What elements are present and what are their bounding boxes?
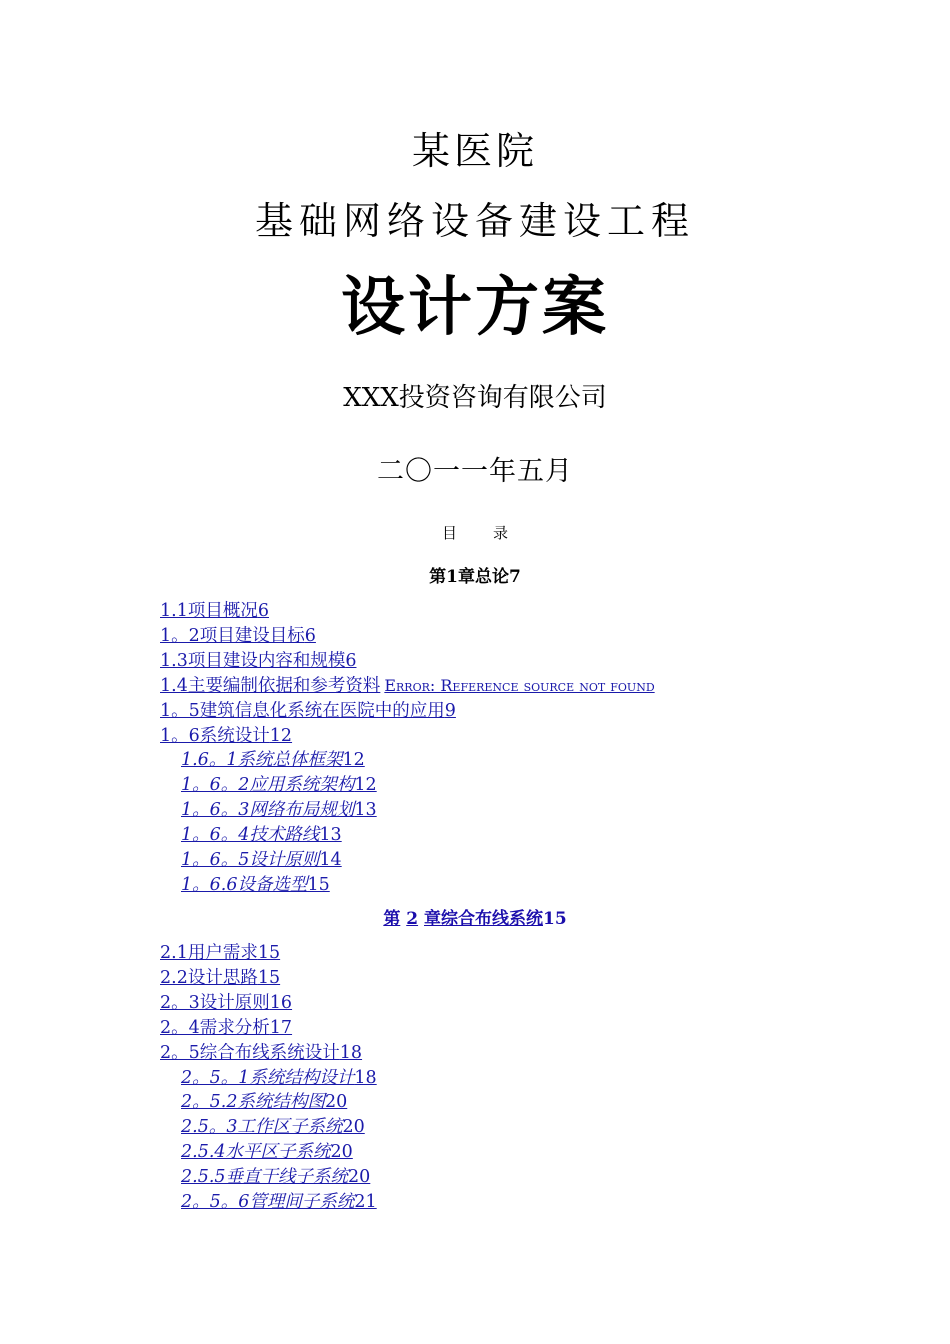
cover-date: 二〇一一年五月: [377, 456, 573, 487]
toc-entry-link[interactable]: [160, 873, 800, 898]
toc-chapter-1-list: [160, 599, 800, 898]
toc-entry-text: 1。6。2应用系统架构: [181, 775, 355, 796]
toc-entry-link[interactable]: [160, 1190, 800, 1215]
toc-entry-link[interactable]: [160, 823, 800, 848]
toc-entry-text: 1。5建筑信息化系统在医院中的应用: [160, 700, 445, 721]
toc-entry-link[interactable]: [160, 1140, 800, 1165]
toc-entry-text: 1.6。1系统总体框架: [181, 750, 343, 771]
toc-entry-page: 15: [307, 874, 330, 895]
toc-entry-text: 2。5。6管理间子系统: [181, 1192, 355, 1213]
toc-entry-text: 1。6。4技术路线: [181, 825, 320, 846]
toc-entry-text: 2.2设计思路: [160, 967, 258, 988]
toc-entry-page: 12: [354, 775, 377, 796]
toc-entry-page: Error: Reference source not found: [384, 675, 655, 695]
toc-entry-text: 1.4主要编制依据和参考资料: [160, 675, 381, 696]
toc-entry-link[interactable]: [160, 1041, 800, 1066]
toc-entry-page: 13: [319, 825, 342, 846]
toc-entry-page: 15: [257, 943, 281, 963]
toc-entry-page: 21: [354, 1192, 377, 1213]
toc-entry-link[interactable]: [160, 1066, 800, 1091]
toc-entry-page: 18: [354, 1067, 377, 1088]
toc-entry-page: 9: [444, 700, 456, 721]
toc-entry-page: 13: [354, 800, 377, 821]
toc-entry-link[interactable]: [160, 848, 800, 873]
toc-entry-link[interactable]: [160, 1165, 800, 1190]
toc-entry-link[interactable]: [160, 1115, 800, 1140]
toc-entry-page: 12: [342, 750, 365, 771]
toc-entry-text: 2。3设计原则: [160, 992, 270, 1013]
toc-entry-page: 6: [304, 625, 316, 646]
cover-company: XXX投资咨询有限公司: [343, 383, 607, 413]
toc-entry-text: 1.3项目建设内容和规模: [160, 650, 346, 671]
toc-entry-link[interactable]: [160, 991, 800, 1016]
cover-title-design-plan: 设计方案: [341, 270, 609, 345]
toc-entry-text: 1。2项目建设目标: [160, 625, 305, 646]
toc-entry-link[interactable]: [160, 748, 800, 773]
toc-chapter-2-number[interactable]: 2: [406, 909, 419, 929]
toc-chapter-2-prefix[interactable]: 第: [383, 909, 401, 929]
toc-entry-page: 12: [269, 725, 293, 746]
toc-entry-page: 15: [257, 967, 281, 988]
toc-entry-link[interactable]: [160, 674, 800, 699]
toc-chapter-2-name[interactable]: 章综合布线系统: [424, 909, 543, 929]
toc-entry-page: 16: [269, 992, 293, 1013]
toc-entry-page: 18: [339, 1042, 363, 1063]
toc-entry-text: 2。5综合布线系统设计: [160, 1042, 340, 1063]
toc-entry-text: 2.5.5垂直干线子系统: [181, 1167, 349, 1188]
toc-entry-text: 1.1项目概况: [160, 601, 258, 621]
toc-entry-text: 1。6系统设计: [160, 725, 270, 746]
toc-entry-link[interactable]: [160, 624, 800, 649]
toc-entry-text: 2。5。1系统结构设计: [181, 1067, 355, 1088]
toc-entry-link[interactable]: [160, 773, 800, 798]
toc-entry-link[interactable]: [160, 1090, 800, 1115]
toc-chapter-2[interactable]: [0, 907, 950, 931]
toc-entry-text: 2。4需求分析: [160, 1017, 270, 1038]
toc-entry-link[interactable]: [160, 724, 800, 749]
toc-entry-text: 1。6.6设备选型: [181, 874, 308, 895]
toc-entry-text: 2.1用户需求: [160, 943, 258, 963]
toc-heading-right: 录: [493, 524, 509, 542]
cover-title-project: 基础网络设备建设工程: [254, 199, 695, 243]
toc-chapter-2-list: [160, 941, 800, 1215]
toc-entry-text: 1。6。5设计原则: [181, 850, 320, 871]
toc-entry-page: 6: [345, 650, 357, 671]
toc-entry-link[interactable]: [160, 798, 800, 823]
toc-entry-page: 20: [324, 1092, 348, 1113]
toc-entry-link[interactable]: [160, 649, 800, 674]
cover-title-hospital: 某医院: [411, 129, 538, 173]
toc-heading: [0, 522, 950, 544]
toc-entry-page: 20: [348, 1167, 371, 1188]
toc-chapter-2-page[interactable]: 15: [543, 909, 567, 929]
toc-entry-link[interactable]: [160, 1016, 800, 1041]
toc-entry-link[interactable]: [160, 699, 800, 724]
toc-chapter-1: 第1章总论7: [429, 567, 521, 587]
toc-entry-page: 14: [319, 850, 342, 871]
toc-entry-page: 17: [269, 1017, 293, 1038]
toc-entry-link[interactable]: [160, 966, 800, 991]
toc-heading-left: 目: [441, 524, 457, 542]
toc-entry-text: 1。6。3网络布局规划: [181, 800, 355, 821]
toc-entry-page: 20: [330, 1142, 353, 1163]
toc-entry-link[interactable]: [160, 599, 800, 624]
toc-entry-page: 6: [257, 601, 269, 621]
toc-entry-page: 20: [342, 1117, 365, 1138]
toc-entry-link[interactable]: [160, 941, 800, 966]
toc-entry-text: 2.5.4水平区子系统: [181, 1142, 331, 1163]
toc-entry-text: 2.5。3工作区子系统: [181, 1117, 343, 1138]
toc-entry-text: 2。5.2系统结构图: [181, 1092, 325, 1113]
